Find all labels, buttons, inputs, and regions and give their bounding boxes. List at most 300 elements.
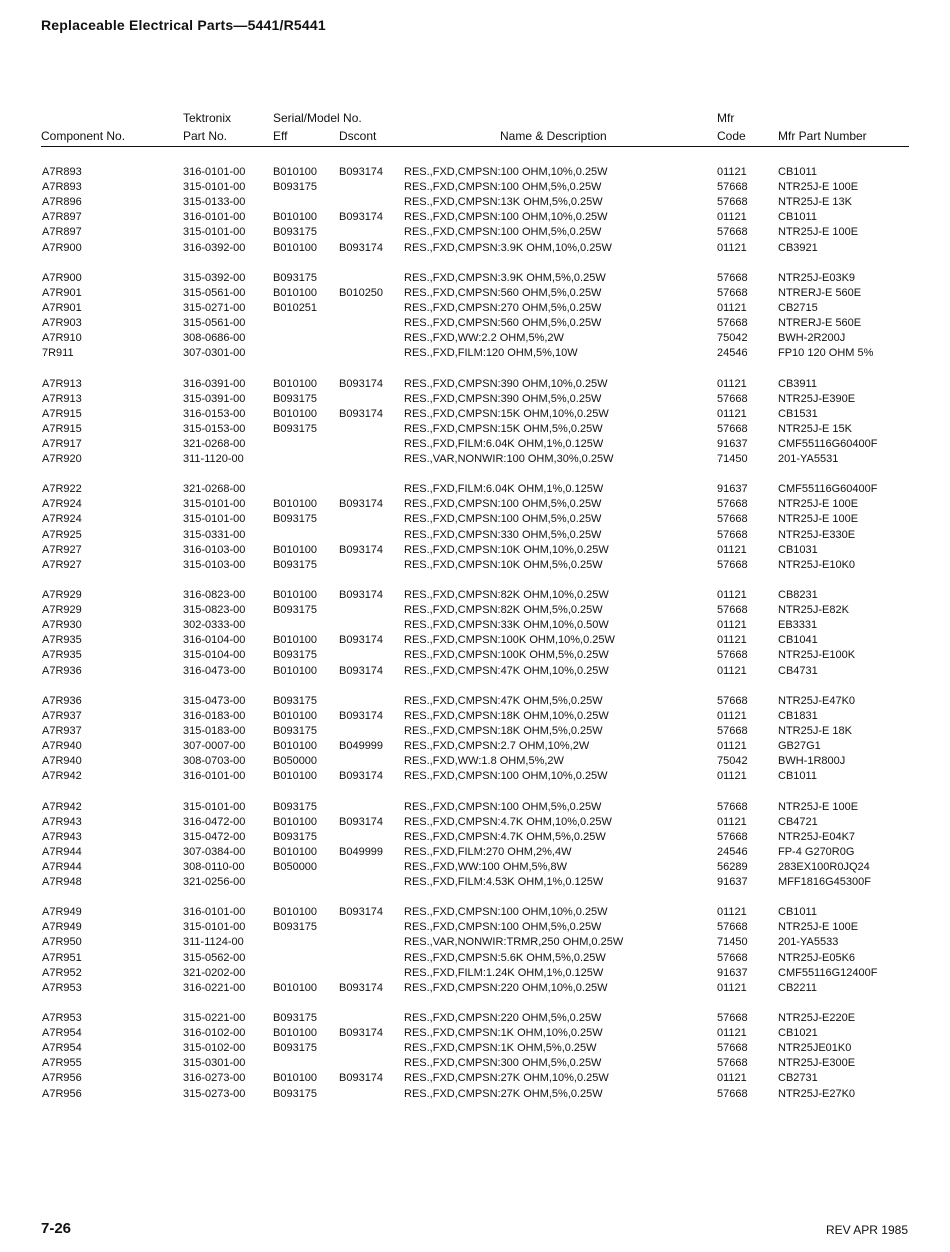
cell-part-no: 321-0202-00 [183, 966, 246, 979]
table-row [0, 633, 950, 648]
cell-eff: B050000 [273, 860, 318, 873]
cell-component-no: A7R900 [42, 241, 82, 254]
cell-mfr-code: 57668 [717, 528, 748, 541]
cell-mfr-part-number: NTR25J-E 13K [778, 196, 852, 209]
table-row [0, 482, 950, 497]
cell-eff: B010100 [273, 634, 318, 647]
cell-eff: B010100 [273, 377, 318, 390]
cell-mfr-code: 57668 [717, 317, 748, 330]
cell-part-no: 316-0472-00 [183, 815, 246, 828]
cell-mfr-code: 01121 [717, 211, 747, 224]
cell-mfr-part-number: BWH-1R800J [778, 755, 846, 768]
cell-mfr-code: 01121 [717, 709, 747, 722]
cell-eff: B093175 [273, 392, 318, 405]
cell-component-no: A7R950 [42, 936, 82, 949]
cell-component-no: A7R954 [42, 1042, 82, 1055]
cell-mfr-code: 57668 [717, 392, 748, 405]
cell-mfr-code: 01121 [717, 981, 747, 994]
cell-part-no: 321-0268-00 [183, 437, 246, 450]
cell-eff: B010100 [273, 286, 318, 299]
cell-mfr-part-number: NTR25J-E330E [778, 528, 856, 541]
cell-eff: B093175 [273, 694, 318, 707]
table-row [0, 603, 950, 618]
cell-part-no: 316-0273-00 [183, 1072, 246, 1085]
table-row [0, 830, 950, 845]
cell-component-no: A7R944 [42, 845, 82, 858]
column-header-eff: Eff [273, 129, 288, 143]
cell-dscont: B093174 [339, 589, 384, 601]
cell-mfr-part-number: 201-YA5531 [778, 453, 839, 466]
cell-dscont: B093174 [339, 1072, 384, 1085]
cell-mfr-part-number: NTR25J-E220E [778, 1012, 856, 1024]
cell-component-no: A7R936 [42, 664, 82, 677]
cell-mfr-part-number: NTR25J-E 15K [778, 422, 852, 435]
cell-component-no: A7R915 [42, 407, 82, 420]
cell-description: RES.,FXD,CMPSN:47K OHM,5%,0.25W [404, 694, 603, 707]
cell-mfr-part-number: CB1031 [778, 543, 818, 556]
cell-description: RES.,FXD,CMPSN:10K OHM,10%,0.25W [404, 543, 609, 556]
column-header-dscont: Dscont [339, 129, 377, 143]
cell-part-no: 308-0703-00 [183, 755, 246, 768]
cell-mfr-part-number: GB27G1 [778, 740, 821, 753]
cell-description: RES.,FXD,CMPSN:100 OHM,10%,0.25W [404, 166, 608, 178]
table-row [0, 165, 950, 180]
cell-mfr-part-number: NTR25J-E100K [778, 649, 856, 662]
cell-mfr-code: 91637 [717, 966, 748, 979]
cell-mfr-part-number: CB1021 [778, 1027, 818, 1040]
cell-description: RES.,FXD,WW:1.8 OHM,5%,2W [404, 755, 564, 768]
column-headers [0, 111, 950, 147]
cell-mfr-part-number: NTR25J-E47K0 [778, 694, 856, 707]
cell-eff: B010100 [273, 664, 318, 677]
cell-component-no: A7R953 [42, 981, 82, 994]
cell-dscont: B093174 [339, 498, 384, 511]
cell-description: RES.,FXD,CMPSN:100 OHM,5%,0.25W [404, 226, 602, 239]
cell-part-no: 316-0473-00 [183, 664, 246, 677]
cell-component-no: A7R924 [42, 498, 82, 511]
cell-part-no: 315-0391-00 [183, 392, 246, 405]
cell-part-no: 315-0133-00 [183, 196, 246, 209]
cell-mfr-code: 57668 [717, 800, 748, 813]
cell-component-no: A7R935 [42, 634, 82, 647]
cell-eff: B093175 [273, 1012, 318, 1024]
cell-part-no: 315-0562-00 [183, 951, 246, 964]
cell-mfr-code: 01121 [717, 906, 747, 919]
table-row [0, 664, 950, 679]
cell-eff: B010100 [273, 906, 318, 919]
cell-mfr-code: 57668 [717, 196, 748, 209]
cell-component-no: A7R893 [42, 181, 82, 194]
cell-mfr-part-number: CB2715 [778, 301, 818, 314]
table-row [0, 512, 950, 527]
cell-part-no: 302-0333-00 [183, 619, 246, 632]
cell-mfr-part-number: CB2731 [778, 1072, 818, 1085]
cell-description: RES.,FXD,CMPSN:5.6K OHM,5%,0.25W [404, 951, 606, 964]
cell-dscont: B093174 [339, 377, 384, 390]
cell-component-no: A7R924 [42, 513, 82, 526]
cell-mfr-code: 71450 [717, 936, 748, 949]
cell-mfr-part-number: CB2211 [778, 981, 817, 994]
cell-mfr-code: 57668 [717, 951, 748, 964]
header-rule [41, 146, 909, 147]
cell-description: RES.,FXD,CMPSN:300 OHM,5%,0.25W [404, 1057, 602, 1070]
cell-dscont: B093174 [339, 709, 384, 722]
cell-mfr-part-number: NTR25J-E 100E [778, 800, 859, 813]
cell-dscont: B093174 [339, 634, 384, 647]
table-row [0, 422, 950, 437]
cell-part-no: 316-0221-00 [183, 981, 246, 994]
table-row [0, 709, 950, 724]
cell-mfr-code: 01121 [717, 301, 747, 314]
column-header-serial-model: Serial/Model No. [273, 111, 362, 125]
cell-description: RES.,FXD,CMPSN:560 OHM,5%,0.25W [404, 317, 602, 330]
cell-description: RES.,FXD,FILM:6.04K OHM,1%,0.125W [404, 437, 604, 450]
table-row [0, 845, 950, 860]
table-row [0, 241, 950, 256]
cell-description: RES.,FXD,CMPSN:27K OHM,10%,0.25W [404, 1072, 609, 1085]
cell-eff: B093175 [273, 1042, 318, 1055]
table-row [0, 331, 950, 346]
cell-mfr-code: 57668 [717, 649, 748, 662]
table-row [0, 346, 950, 361]
cell-part-no: 315-0104-00 [183, 649, 246, 662]
cell-part-no: 315-0221-00 [183, 1012, 246, 1024]
cell-mfr-code: 91637 [717, 483, 748, 496]
cell-component-no: A7R900 [42, 271, 82, 284]
cell-component-no: A7R893 [42, 166, 82, 178]
cell-mfr-part-number: NTR25J-E03K9 [778, 271, 856, 284]
cell-description: RES.,FXD,FILM:270 OHM,2%,4W [404, 845, 572, 858]
cell-component-no: A7R913 [42, 392, 82, 405]
revision-date: REV APR 1985 [825, 1223, 908, 1237]
cell-component-no: A7R897 [42, 226, 82, 239]
cell-dscont: B093174 [339, 407, 384, 420]
cell-mfr-part-number: 201-YA5533 [778, 936, 839, 949]
cell-mfr-part-number: CB1011 [778, 211, 817, 224]
cell-eff: B010100 [273, 543, 318, 556]
cell-description: RES.,FXD,CMPSN:10K OHM,5%,0.25W [404, 558, 603, 571]
cell-part-no: 316-0101-00 [183, 770, 246, 783]
table-row [0, 407, 950, 422]
cell-mfr-code: 01121 [717, 589, 747, 601]
cell-mfr-part-number: NTR25J-E05K6 [778, 951, 856, 964]
cell-mfr-code: 57668 [717, 1057, 748, 1070]
cell-part-no: 315-0101-00 [183, 498, 246, 511]
cell-mfr-code: 57668 [717, 422, 748, 435]
cell-description: RES.,FXD,CMPSN:82K OHM,5%,0.25W [404, 604, 603, 617]
cell-description: RES.,FXD,CMPSN:4.7K OHM,10%,0.25W [404, 815, 612, 828]
column-header-code: Code [717, 129, 746, 143]
cell-component-no: A7R896 [42, 196, 82, 209]
cell-mfr-part-number: CB1531 [778, 407, 818, 420]
cell-part-no: 315-0101-00 [183, 226, 246, 239]
cell-part-no: 315-0101-00 [183, 800, 246, 813]
cell-component-no: A7R922 [42, 483, 82, 496]
table-row [0, 210, 950, 225]
cell-component-no: A7R901 [42, 286, 82, 299]
cell-mfr-part-number: NTR25J-E 18K [778, 724, 852, 737]
cell-eff: B093175 [273, 181, 318, 194]
cell-mfr-part-number: FP-4 G270R0G [778, 845, 855, 858]
cell-mfr-code: 57668 [717, 921, 748, 934]
cell-description: RES.,FXD,FILM:1.24K OHM,1%,0.125W [404, 966, 604, 979]
cell-mfr-code: 01121 [717, 543, 747, 556]
cell-description: RES.,FXD,CMPSN:18K OHM,5%,0.25W [404, 724, 603, 737]
cell-part-no: 315-0102-00 [183, 1042, 246, 1055]
cell-mfr-code: 75042 [717, 755, 748, 768]
cell-part-no: 316-0392-00 [183, 241, 246, 254]
cell-eff: B010251 [273, 301, 318, 314]
cell-mfr-part-number: CB3911 [778, 377, 817, 390]
cell-description: RES.,FXD,CMPSN:4.7K OHM,5%,0.25W [404, 830, 606, 843]
cell-mfr-code: 57668 [717, 694, 748, 707]
cell-part-no: 316-0103-00 [183, 543, 246, 556]
table-row [0, 271, 950, 286]
table-row [0, 981, 950, 996]
page-title: Replaceable Electrical Parts—5441/R5441 [41, 17, 326, 33]
cell-mfr-part-number: NTR25J-E300E [778, 1057, 856, 1070]
table-row [0, 815, 950, 830]
cell-dscont: B093174 [339, 211, 384, 224]
cell-mfr-part-number: NTR25J-E10K0 [778, 558, 856, 571]
cell-mfr-part-number: NTR25J-E 100E [778, 226, 859, 239]
cell-description: RES.,FXD,CMPSN:1K OHM,5%,0.25W [404, 1042, 597, 1055]
cell-description: RES.,FXD,CMPSN:330 OHM,5%,0.25W [404, 528, 602, 541]
cell-mfr-part-number: 283EX100R0JQ24 [778, 860, 870, 873]
cell-part-no: 315-0301-00 [183, 1057, 246, 1070]
parts-table [0, 165, 950, 1117]
cell-description: RES.,FXD,FILM:4.53K OHM,1%,0.125W [404, 876, 604, 889]
cell-mfr-code: 75042 [717, 332, 748, 345]
cell-eff: B010100 [273, 981, 318, 994]
cell-description: RES.,FXD,CMPSN:15K OHM,10%,0.25W [404, 407, 609, 420]
table-row [0, 951, 950, 966]
cell-mfr-code: 57668 [717, 1087, 748, 1100]
cell-dscont: B093174 [339, 815, 384, 828]
table-row [0, 301, 950, 316]
cell-mfr-part-number: NTR25J-E 100E [778, 921, 859, 934]
table-row [0, 497, 950, 512]
cell-description: RES.,FXD,CMPSN:33K OHM,10%,0.50W [404, 619, 609, 632]
cell-component-no: A7R937 [42, 709, 82, 722]
cell-part-no: 316-0183-00 [183, 709, 246, 722]
row-group [0, 588, 950, 679]
cell-mfr-part-number: CB1011 [778, 906, 817, 919]
table-row [0, 377, 950, 392]
cell-eff: B093175 [273, 513, 318, 526]
cell-mfr-code: 01121 [717, 815, 747, 828]
cell-part-no: 315-0101-00 [183, 921, 246, 934]
cell-description: RES.,FXD,CMPSN:1K OHM,10%,0.25W [404, 1027, 603, 1040]
cell-part-no: 316-0104-00 [183, 634, 246, 647]
cell-description: RES.,FXD,CMPSN:100 OHM,5%,0.25W [404, 800, 602, 813]
cell-mfr-part-number: CB1831 [778, 709, 818, 722]
cell-dscont: B010250 [339, 286, 384, 299]
cell-dscont: B093174 [339, 166, 384, 178]
cell-eff: B010100 [273, 589, 318, 601]
cell-mfr-code: 57668 [717, 513, 748, 526]
cell-component-no: A7R942 [42, 800, 82, 813]
cell-description: RES.,FXD,CMPSN:390 OHM,5%,0.25W [404, 392, 602, 405]
cell-mfr-code: 57668 [717, 226, 748, 239]
cell-mfr-part-number: NTR25J-E04K7 [778, 830, 856, 843]
cell-component-no: A7R953 [42, 1012, 82, 1024]
cell-part-no: 321-0256-00 [183, 876, 246, 889]
table-row [0, 543, 950, 558]
cell-mfr-code: 57668 [717, 830, 748, 843]
cell-eff: B050000 [273, 755, 318, 768]
cell-mfr-part-number: CMF55116G60400F [778, 483, 878, 496]
cell-component-no: A7R949 [42, 906, 82, 919]
cell-description: RES.,FXD,CMPSN:100 OHM,5%,0.25W [404, 498, 602, 511]
table-row [0, 905, 950, 920]
cell-description: RES.,FXD,CMPSN:100 OHM,10%,0.25W [404, 906, 608, 919]
cell-component-no: A7R901 [42, 301, 82, 314]
cell-mfr-part-number: NTR25J-E27K0 [778, 1087, 856, 1100]
row-group [0, 1011, 950, 1102]
cell-mfr-code: 71450 [717, 453, 748, 466]
cell-part-no: 316-0101-00 [183, 906, 246, 919]
row-group [0, 800, 950, 891]
cell-mfr-part-number: CB4731 [778, 664, 818, 677]
cell-part-no: 315-0271-00 [183, 301, 246, 314]
cell-eff: B010100 [273, 166, 318, 178]
cell-component-no: A7R940 [42, 755, 82, 768]
page-number: 7-26 [41, 1220, 72, 1237]
cell-description: RES.,FXD,CMPSN:100 OHM,5%,0.25W [404, 921, 602, 934]
cell-description: RES.,VAR,NONWIR:100 OHM,30%,0.25W [404, 453, 614, 466]
cell-part-no: 315-0331-00 [183, 528, 246, 541]
table-row [0, 860, 950, 875]
cell-mfr-code: 24546 [717, 845, 748, 858]
cell-mfr-part-number: NTR25J-E82K [778, 604, 849, 617]
cell-description: RES.,FXD,CMPSN:18K OHM,10%,0.25W [404, 709, 609, 722]
table-row [0, 588, 950, 603]
cell-mfr-part-number: CB3921 [778, 241, 818, 254]
table-row [0, 694, 950, 709]
table-row [0, 724, 950, 739]
cell-part-no: 321-0268-00 [183, 483, 246, 496]
cell-description: RES.,FXD,CMPSN:220 OHM,10%,0.25W [404, 981, 608, 994]
cell-mfr-part-number: CB1041 [778, 634, 818, 647]
cell-component-no: A7R927 [42, 543, 82, 556]
cell-eff: B093175 [273, 604, 318, 617]
cell-mfr-code: 57668 [717, 1012, 748, 1024]
cell-part-no: 307-0007-00 [183, 740, 246, 753]
cell-description: RES.,FXD,WW:100 OHM,5%,8W [404, 860, 567, 873]
cell-eff: B093175 [273, 271, 318, 284]
cell-component-no: A7R951 [42, 951, 82, 964]
table-row [0, 966, 950, 981]
cell-mfr-part-number: NTR25J-E390E [778, 392, 856, 405]
row-group [0, 271, 950, 362]
cell-description: RES.,FXD,FILM:6.04K OHM,1%,0.125W [404, 483, 604, 496]
cell-part-no: 311-1124-00 [183, 936, 244, 949]
cell-description: RES.,VAR,NONWIR:TRMR,250 OHM,0.25W [404, 936, 624, 949]
cell-eff: B010100 [273, 241, 318, 254]
table-row [0, 452, 950, 467]
cell-dscont: B093174 [339, 1027, 384, 1040]
table-row [0, 1071, 950, 1086]
cell-dscont: B093174 [339, 770, 384, 783]
cell-mfr-code: 01121 [717, 1072, 747, 1085]
cell-part-no: 316-0102-00 [183, 1027, 246, 1040]
cell-description: RES.,FXD,WW:2.2 OHM,5%,2W [404, 332, 564, 345]
cell-component-no: A7R955 [42, 1057, 82, 1070]
cell-description: RES.,FXD,CMPSN:27K OHM,5%,0.25W [404, 1087, 603, 1100]
cell-eff: B093175 [273, 724, 318, 737]
cell-description: RES.,FXD,CMPSN:560 OHM,5%,0.25W [404, 286, 602, 299]
cell-eff: B010100 [273, 770, 318, 783]
table-row [0, 618, 950, 633]
cell-mfr-code: 24546 [717, 347, 748, 360]
cell-component-no: A7R903 [42, 317, 82, 330]
cell-mfr-code: 01121 [717, 1027, 747, 1040]
cell-eff: B010100 [273, 740, 318, 753]
cell-part-no: 308-0110-00 [183, 860, 245, 873]
column-header-name-description: Name & Description [500, 129, 607, 143]
cell-part-no: 315-0472-00 [183, 830, 246, 843]
table-row [0, 286, 950, 301]
cell-component-no: A7R915 [42, 422, 82, 435]
cell-eff: B093175 [273, 830, 318, 843]
cell-description: RES.,FXD,CMPSN:47K OHM,10%,0.25W [404, 664, 609, 677]
cell-component-no: A7R956 [42, 1072, 82, 1085]
table-row [0, 1056, 950, 1071]
cell-component-no: A7R948 [42, 876, 82, 889]
cell-mfr-code: 57668 [717, 271, 748, 284]
cell-description: RES.,FXD,CMPSN:390 OHM,10%,0.25W [404, 377, 608, 390]
table-row [0, 180, 950, 195]
cell-part-no: 316-0153-00 [183, 407, 246, 420]
cell-description: RES.,FXD,CMPSN:100 OHM,10%,0.25W [404, 211, 608, 224]
cell-eff: B093175 [273, 558, 318, 571]
table-row [0, 558, 950, 573]
row-group [0, 694, 950, 785]
cell-description: RES.,FXD,CMPSN:2.7 OHM,10%,2W [404, 740, 590, 753]
cell-eff: B010100 [273, 845, 318, 858]
cell-description: RES.,FXD,CMPSN:100K OHM,10%,0.25W [404, 634, 615, 647]
cell-mfr-part-number: NTR25J-E 100E [778, 181, 859, 194]
cell-part-no: 311-1120-00 [183, 453, 244, 466]
cell-dscont: B049999 [339, 845, 384, 858]
cell-eff: B010100 [273, 815, 318, 828]
cell-mfr-code: 01121 [717, 166, 747, 178]
cell-eff: B093175 [273, 1087, 318, 1100]
cell-eff: B010100 [273, 211, 318, 224]
cell-part-no: 307-0301-00 [183, 347, 246, 360]
cell-mfr-part-number: CMF55116G60400F [778, 437, 878, 450]
cell-component-no: A7R952 [42, 966, 82, 979]
cell-mfr-code: 57668 [717, 498, 748, 511]
cell-description: RES.,FXD,CMPSN:3.9K OHM,5%,0.25W [404, 271, 606, 284]
cell-component-no: A7R897 [42, 211, 82, 224]
table-row [0, 1087, 950, 1102]
cell-part-no: 308-0686-00 [183, 332, 246, 345]
column-header-component-no: Component No. [41, 129, 126, 143]
cell-dscont: B093174 [339, 241, 384, 254]
cell-mfr-code: 57668 [717, 604, 748, 617]
cell-mfr-part-number: CB8231 [778, 589, 818, 601]
cell-mfr-part-number: CB1011 [778, 770, 817, 783]
cell-part-no: 315-0183-00 [183, 724, 246, 737]
cell-description: RES.,FXD,CMPSN:100 OHM,10%,0.25W [404, 770, 608, 783]
table-row [0, 648, 950, 663]
cell-mfr-code: 01121 [717, 619, 747, 632]
cell-eff: B093175 [273, 649, 318, 662]
cell-component-no: A7R910 [42, 332, 82, 345]
cell-mfr-part-number: CB4721 [778, 815, 818, 828]
